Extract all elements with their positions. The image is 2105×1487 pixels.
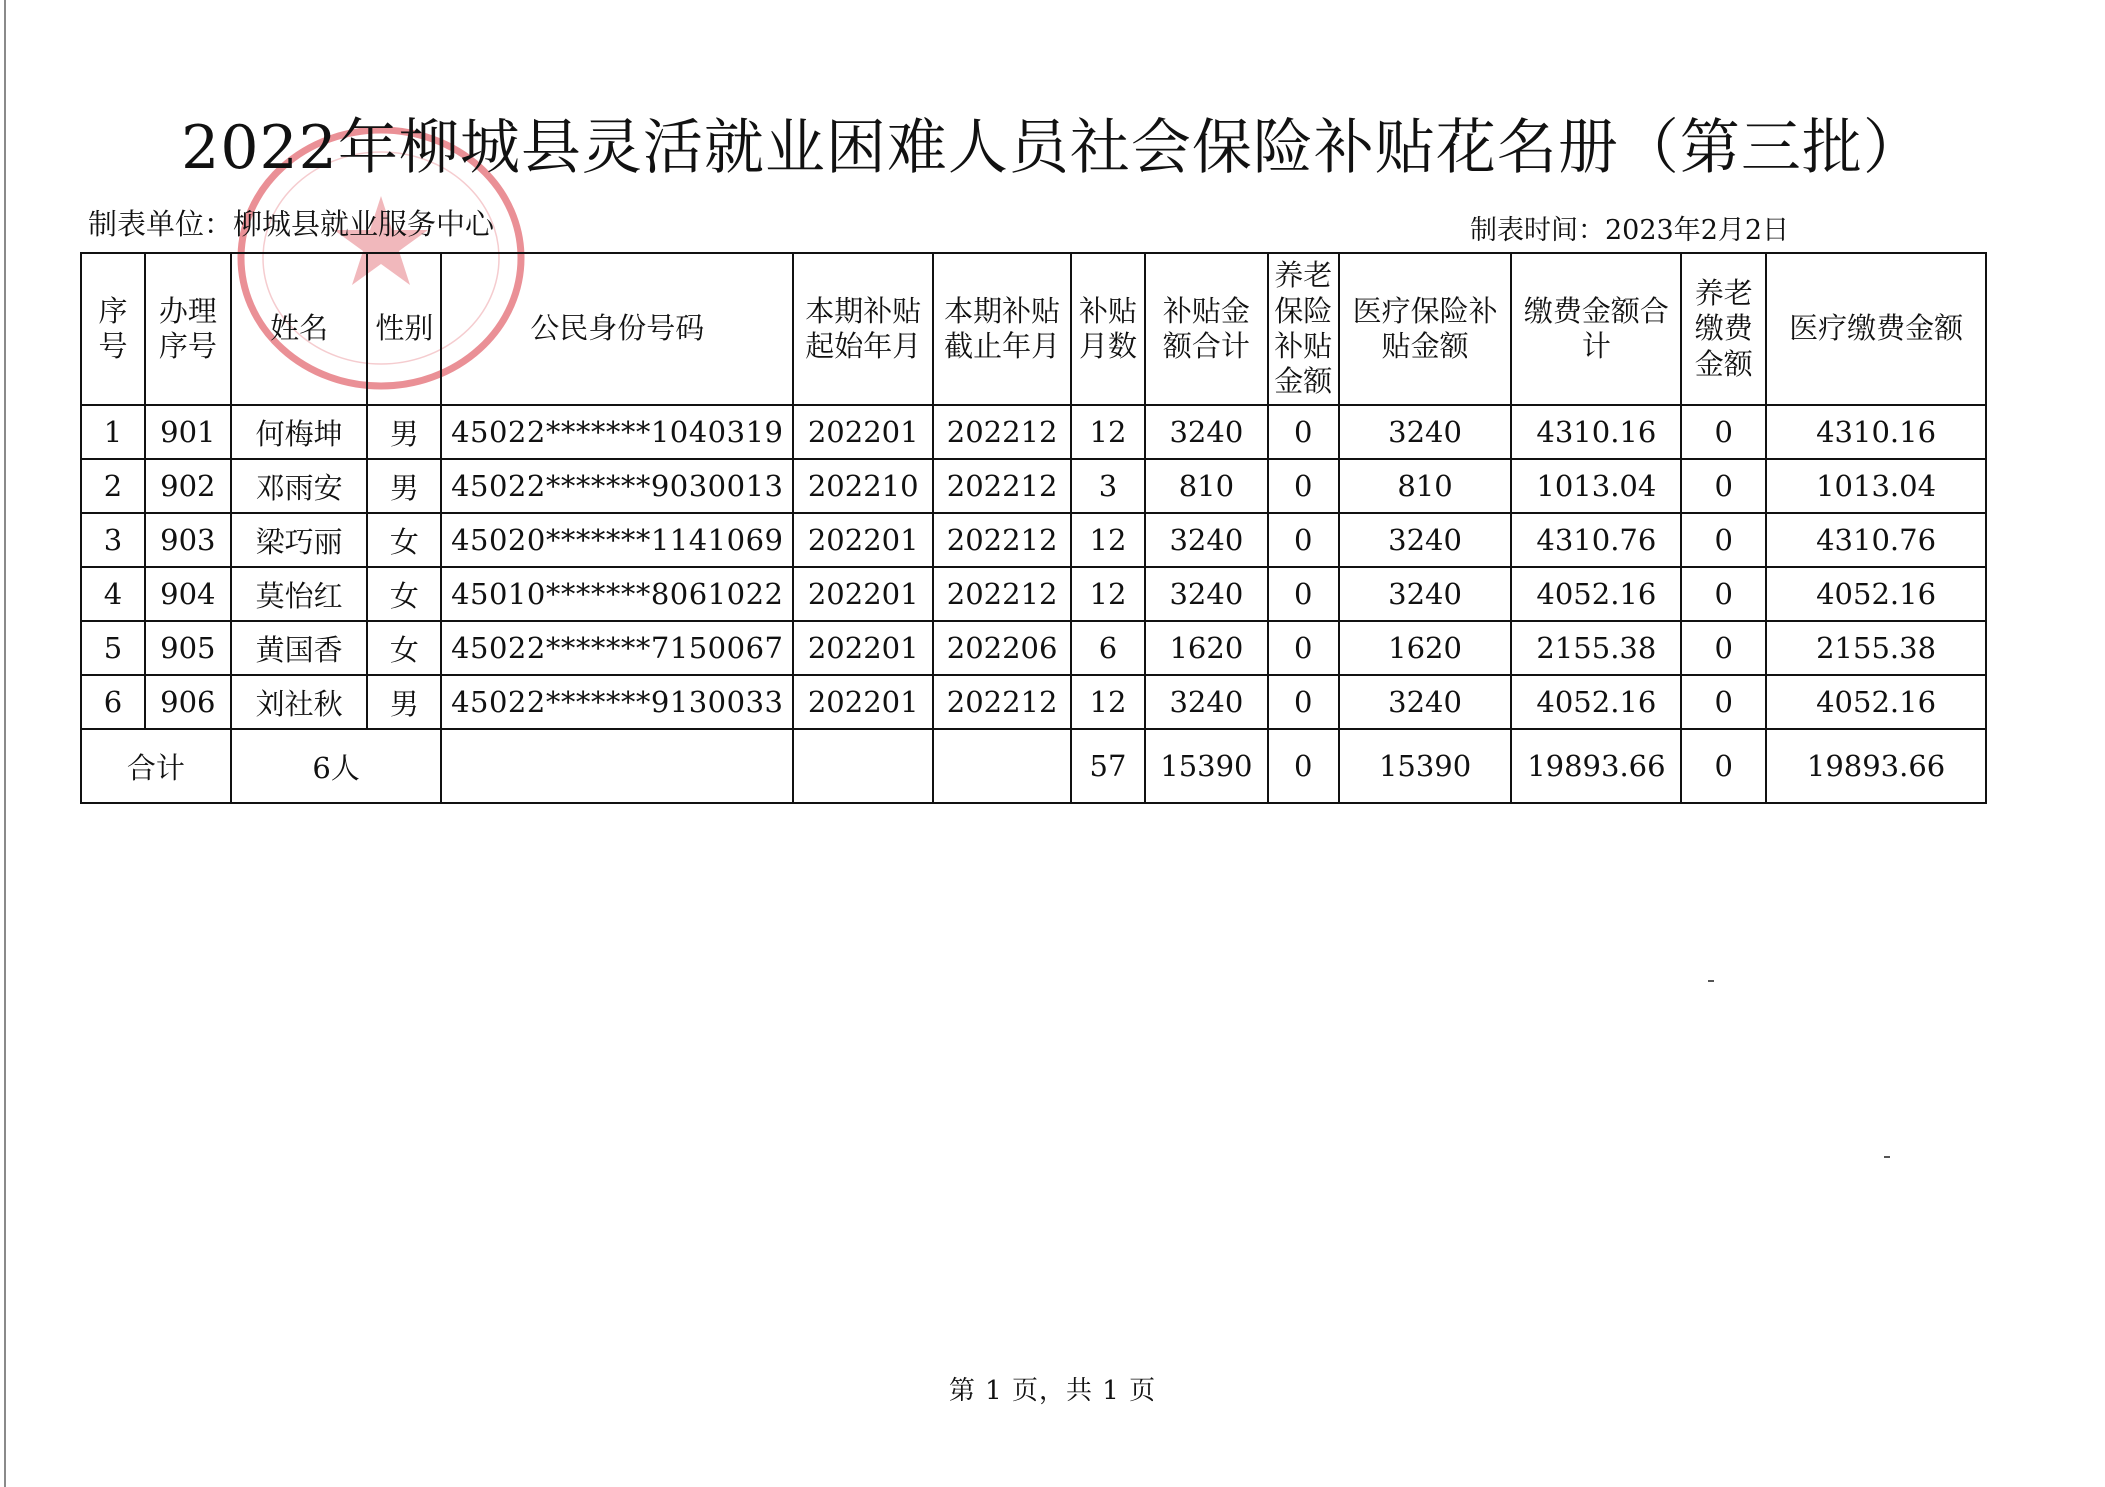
cell-seq: 5	[81, 621, 145, 675]
cell-pension-subsidy: 0	[1268, 513, 1339, 567]
header-subsidy_total	[1145, 253, 1268, 405]
cell-seq: 4	[81, 567, 145, 621]
cell-gender: 男	[367, 459, 441, 513]
cell-start-month: 202201	[793, 513, 933, 567]
page-number: 第 1 页，共 1 页	[948, 1376, 1157, 1406]
cell-pension-payment: 0	[1681, 621, 1766, 675]
cell-medical-subsidy: 810	[1339, 459, 1512, 513]
cell-start-month: 202201	[793, 567, 933, 621]
cell-id-number: 45020*******1141069	[441, 513, 793, 567]
cell-start-month: 202201	[793, 675, 933, 729]
table-row	[81, 459, 1986, 513]
header-start	[793, 253, 933, 405]
total-id	[441, 729, 793, 803]
cell-pension-payment: 0	[1681, 567, 1766, 621]
cell-name: 黄国香	[231, 621, 368, 675]
total-row	[81, 729, 1986, 803]
total-payment: 19893.66	[1511, 729, 1681, 803]
table-row	[81, 405, 1986, 459]
total-medical-payment: 19893.66	[1766, 729, 1986, 803]
header-payment_total	[1511, 253, 1681, 405]
header-line: 号	[98, 329, 128, 363]
header-line: 本期补贴	[805, 293, 922, 328]
cell-medical-subsidy: 1620	[1339, 621, 1512, 675]
cell-medical-subsidy: 3240	[1339, 513, 1512, 567]
total-months: 57	[1071, 729, 1145, 803]
header-line: 额合计	[1162, 329, 1250, 363]
subsidy-roster-table	[80, 252, 1987, 804]
cell-name: 莫怡红	[231, 567, 368, 621]
header-line: 医疗保险补	[1352, 293, 1498, 328]
header-months	[1071, 253, 1145, 405]
cell-seq: 3	[81, 513, 145, 567]
cell-subsidy-total: 1620	[1145, 621, 1268, 675]
header-line: 养老	[1694, 275, 1753, 310]
scan-speck	[1708, 980, 1714, 982]
cell-end-month: 202206	[933, 621, 1071, 675]
cell-medical-payment: 1013.04	[1766, 459, 1986, 513]
cell-gender: 男	[367, 405, 441, 459]
cell-subsidy-total: 3240	[1145, 675, 1268, 729]
header-medical_payment	[1766, 253, 1986, 405]
total-pension-payment: 0	[1681, 729, 1766, 803]
cell-pension-subsidy: 0	[1268, 459, 1339, 513]
header-seq	[81, 253, 145, 405]
cell-proc-no: 904	[145, 567, 231, 621]
cell-pension-subsidy: 0	[1268, 405, 1339, 459]
cell-payment-total: 4310.16	[1511, 405, 1681, 459]
cell-id-number: 45022*******9030013	[441, 459, 793, 513]
header-proc_no	[145, 253, 231, 405]
total-people: 6人	[231, 729, 442, 803]
cell-medical-subsidy: 3240	[1339, 405, 1512, 459]
header-line: 序	[98, 293, 128, 328]
table-body	[81, 405, 1986, 729]
cell-id-number: 45010*******8061022	[441, 567, 793, 621]
header-line: 金额	[1274, 364, 1333, 399]
cell-end-month: 202212	[933, 405, 1071, 459]
cell-seq: 1	[81, 405, 145, 459]
header-line: 补贴	[1274, 329, 1333, 363]
header-line: 办理	[158, 293, 217, 328]
header-line: 性别	[375, 311, 434, 346]
table-row	[81, 675, 1986, 729]
cell-medical-payment: 4310.76	[1766, 513, 1986, 567]
cell-id-number: 45022*******1040319	[441, 405, 793, 459]
header-line: 缴费	[1694, 311, 1753, 346]
header-line: 补贴金	[1162, 293, 1250, 328]
scan-speck	[1884, 1156, 1890, 1158]
cell-proc-no: 906	[145, 675, 231, 729]
cell-name: 刘社秋	[231, 675, 368, 729]
cell-pension-payment: 0	[1681, 459, 1766, 513]
table-row	[81, 567, 1986, 621]
header-line: 补贴	[1078, 293, 1137, 328]
cell-payment-total: 4052.16	[1511, 567, 1681, 621]
cell-gender: 女	[367, 513, 441, 567]
cell-name: 何梅坤	[231, 405, 368, 459]
cell-medical-payment: 2155.38	[1766, 621, 1986, 675]
cell-proc-no: 901	[145, 405, 231, 459]
header-line: 计	[1581, 329, 1611, 363]
total-medical-subsidy: 15390	[1339, 729, 1512, 803]
cell-seq: 6	[81, 675, 145, 729]
cell-subsidy-total: 3240	[1145, 567, 1268, 621]
cell-subsidy-total: 810	[1145, 459, 1268, 513]
cell-end-month: 202212	[933, 675, 1071, 729]
total-pension-subsidy: 0	[1268, 729, 1339, 803]
cell-subsidy-total: 3240	[1145, 405, 1268, 459]
header-line: 姓名	[270, 311, 329, 346]
cell-name: 梁巧丽	[231, 513, 368, 567]
header-line: 起始年月	[805, 329, 922, 363]
header-line: 贴金额	[1381, 329, 1469, 363]
cell-seq: 2	[81, 459, 145, 513]
cell-gender: 男	[367, 675, 441, 729]
header-row	[81, 253, 1986, 405]
cell-medical-payment: 4052.16	[1766, 567, 1986, 621]
header-pension_payment	[1681, 253, 1766, 405]
header-medical_subsidy	[1339, 253, 1512, 405]
header-line: 养老	[1274, 258, 1333, 293]
cell-id-number: 45022*******9130033	[441, 675, 793, 729]
cell-months: 3	[1071, 459, 1145, 513]
header-end	[933, 253, 1071, 405]
scan-edge	[4, 0, 6, 1487]
cell-payment-total: 1013.04	[1511, 459, 1681, 513]
header-line: 公民身份号码	[530, 311, 705, 346]
cell-id-number: 45022*******7150067	[441, 621, 793, 675]
cell-months: 6	[1071, 621, 1145, 675]
total-start	[793, 729, 933, 803]
cell-proc-no: 905	[145, 621, 231, 675]
header-line: 月数	[1078, 329, 1137, 363]
header-line: 缴费金额合	[1523, 293, 1669, 328]
cell-payment-total: 4310.76	[1511, 513, 1681, 567]
cell-months: 12	[1071, 675, 1145, 729]
issuing-unit: 制表单位：柳城县就业服务中心	[88, 207, 495, 241]
cell-medical-subsidy: 3240	[1339, 567, 1512, 621]
header-line: 医疗缴费金额	[1789, 311, 1964, 346]
cell-pension-subsidy: 0	[1268, 567, 1339, 621]
cell-subsidy-total: 3240	[1145, 513, 1268, 567]
cell-proc-no: 903	[145, 513, 231, 567]
issue-date: 制表时间：2023年2月2日	[1470, 215, 1790, 246]
cell-pension-subsidy: 0	[1268, 675, 1339, 729]
cell-medical-payment: 4310.16	[1766, 405, 1986, 459]
cell-payment-total: 4052.16	[1511, 675, 1681, 729]
cell-pension-payment: 0	[1681, 513, 1766, 567]
cell-months: 12	[1071, 513, 1145, 567]
cell-end-month: 202212	[933, 567, 1071, 621]
header-line: 保险	[1274, 293, 1333, 328]
header-name	[231, 253, 368, 405]
header-pension_subsidy	[1268, 253, 1339, 405]
cell-pension-payment: 0	[1681, 405, 1766, 459]
cell-payment-total: 2155.38	[1511, 621, 1681, 675]
header-line: 金额	[1694, 346, 1753, 381]
cell-end-month: 202212	[933, 459, 1071, 513]
cell-medical-subsidy: 3240	[1339, 675, 1512, 729]
cell-end-month: 202212	[933, 513, 1071, 567]
total-subsidy: 15390	[1145, 729, 1268, 803]
header-id	[441, 253, 793, 405]
table-row	[81, 513, 1986, 567]
cell-pension-payment: 0	[1681, 675, 1766, 729]
header-line: 本期补贴	[944, 293, 1061, 328]
table-row	[81, 621, 1986, 675]
cell-months: 12	[1071, 567, 1145, 621]
header-line: 序号	[158, 329, 217, 363]
cell-start-month: 202201	[793, 621, 933, 675]
cell-months: 12	[1071, 405, 1145, 459]
header-gender	[367, 253, 441, 405]
cell-medical-payment: 4052.16	[1766, 675, 1986, 729]
cell-proc-no: 902	[145, 459, 231, 513]
cell-pension-subsidy: 0	[1268, 621, 1339, 675]
total-label: 合计	[81, 729, 231, 803]
cell-start-month: 202201	[793, 405, 933, 459]
cell-start-month: 202210	[793, 459, 933, 513]
cell-gender: 女	[367, 621, 441, 675]
header-line: 截止年月	[944, 329, 1061, 363]
cell-gender: 女	[367, 567, 441, 621]
page-title: 2022年柳城县灵活就业困难人员社会保险补贴花名册（第三批）	[181, 113, 1924, 183]
cell-name: 邓雨安	[231, 459, 368, 513]
total-end	[933, 729, 1071, 803]
